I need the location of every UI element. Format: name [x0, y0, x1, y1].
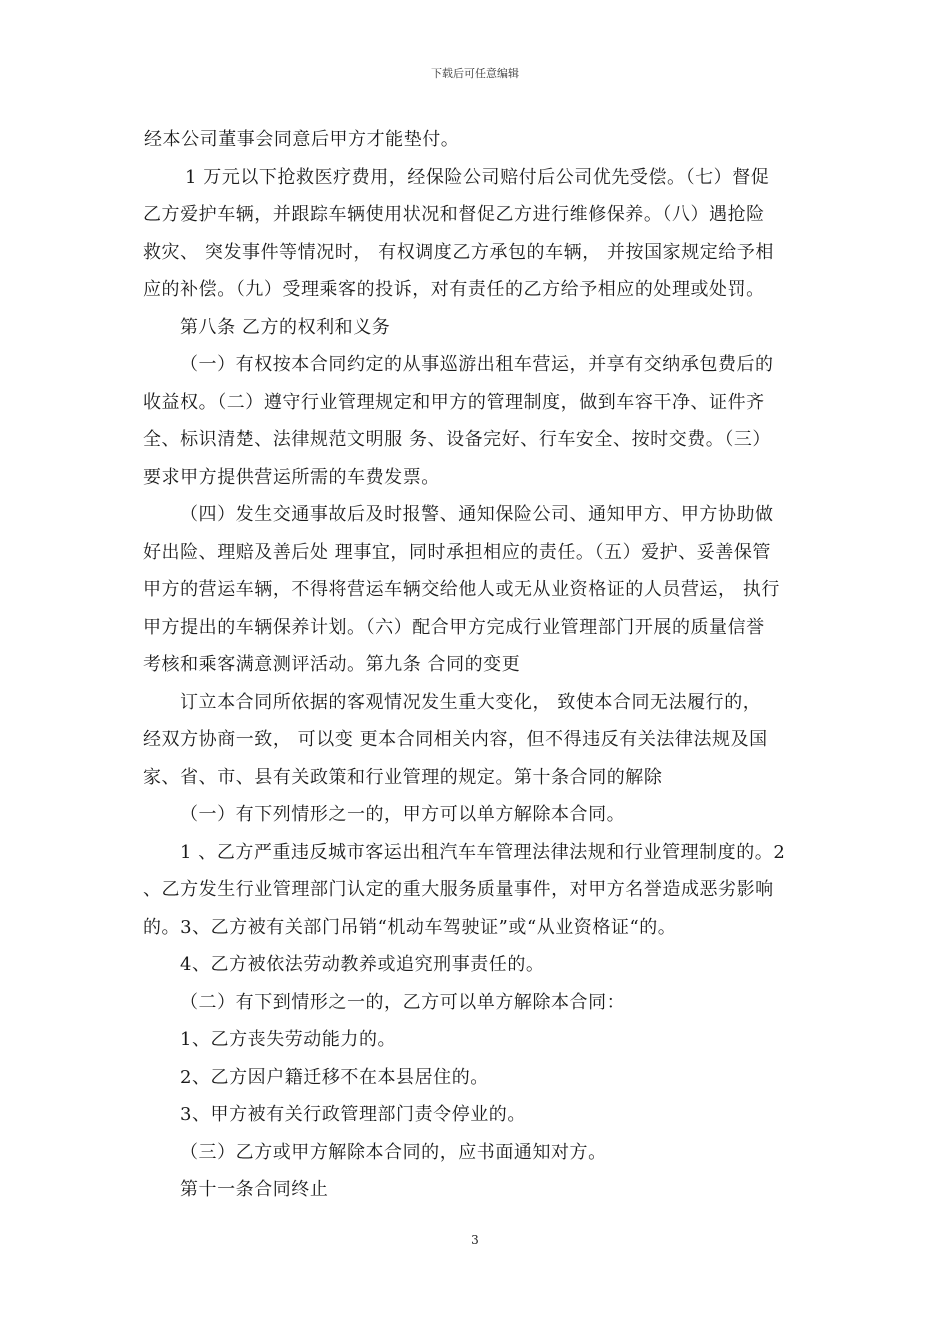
body-line: 收益权。（二）遵守行业管理规定和甲方的管理制度，做到车容干净、证件齐 — [143, 391, 765, 413]
body-line: 全、标识清楚、法律规范文明服 务、设备完好、行车安全、按时交费。（三） — [143, 429, 771, 450]
body-line: 2、乙方因户籍迁移不在本县居住的。 — [180, 1066, 489, 1088]
page-header-note: 下载后可任意编辑 — [431, 67, 519, 80]
body-line: 1 万元以下抢救医疗费用，经保险公司赔付后公司优先受偿。（七）督促 — [185, 166, 770, 188]
body-line: （三）乙方或甲方解除本合同的，应书面通知对方。 — [180, 1141, 607, 1163]
body-line: （二）有下到情形之一的，乙方可以单方解除本合同： — [180, 991, 626, 1013]
body-line: 要求甲方提供营运所需的车费发票。 — [143, 466, 440, 488]
body-line: 1 、乙方严重违反城市客运出租汽车车管理法律法规和行业管理制度的。2 — [180, 841, 786, 863]
page-number: 3 — [471, 1233, 479, 1247]
body-line: 、乙方发生行业管理部门认定的重大服务质量事件，对甲方名誉造成恶劣影响 — [143, 879, 774, 900]
body-line: 订立本合同所依据的客观情况发生重大变化， 致使本合同无法履行的， — [180, 691, 762, 713]
body-line: 应的补偿。（九）受理乘客的投诉，对有责任的乙方给予相应的处理或处罚。 — [143, 279, 765, 300]
body-line: 3、甲方被有关行政管理部门责令停业的。 — [180, 1104, 526, 1125]
body-line: 甲方的营运车辆，不得将营运车辆交给他人或无从业资格证的人员营运， 执行 — [143, 579, 780, 600]
section-heading: 第八条 乙方的权利和义务 — [180, 316, 391, 338]
body-line: 家、省、市、县有关政策和行业管理的规定。第十条合同的解除 — [143, 766, 663, 788]
body-line: （一）有权按本合同约定的从事巡游出租车营运，并享有交纳承包费后的 — [180, 354, 774, 375]
body-line: 乙方爱护车辆，并跟踪车辆使用状况和督促乙方进行维修保养。（八）遇抢险 — [143, 204, 765, 225]
body-line: 的。3、乙方被有关部门吊销“机动车驾驶证”或“从业资格证“的。 — [143, 916, 677, 938]
body-line: 经本公司董事会同意后甲方才能垫付。 — [144, 129, 460, 150]
body-line: 好出险、理赔及善后处 理事宜，同时承担相应的责任。（五）爱护、妥善保管 — [143, 541, 771, 563]
body-line: 考核和乘客满意测评活动。第九条 合同的变更 — [143, 654, 521, 675]
body-line: 救灾、 突发事件等情况时， 有权调度乙方承包的车辆， 并按国家规定给予相 — [143, 241, 774, 263]
body-line: 甲方提出的车辆保养计划。（六）配合甲方完成行业管理部门开展的质量信誉 — [143, 616, 765, 638]
body-line: （一）有下列情形之一的，甲方可以单方解除本合同。 — [180, 804, 626, 825]
document-body — [143, 121, 807, 1209]
body-line: 1、乙方丧失劳动能力的。 — [180, 1029, 397, 1050]
section-heading: 第十一条合同终止 — [180, 1179, 329, 1200]
body-line: 4、乙方被依法劳动教养或追究刑事责任的。 — [180, 954, 545, 975]
body-line: 经双方协商一致， 可以变 更本合同相关内容，但不得违反有关法律法规及国 — [143, 729, 768, 750]
body-line: （四）发生交通事故后及时报警、通知保险公司、通知甲方、甲方协助做 — [180, 504, 774, 525]
